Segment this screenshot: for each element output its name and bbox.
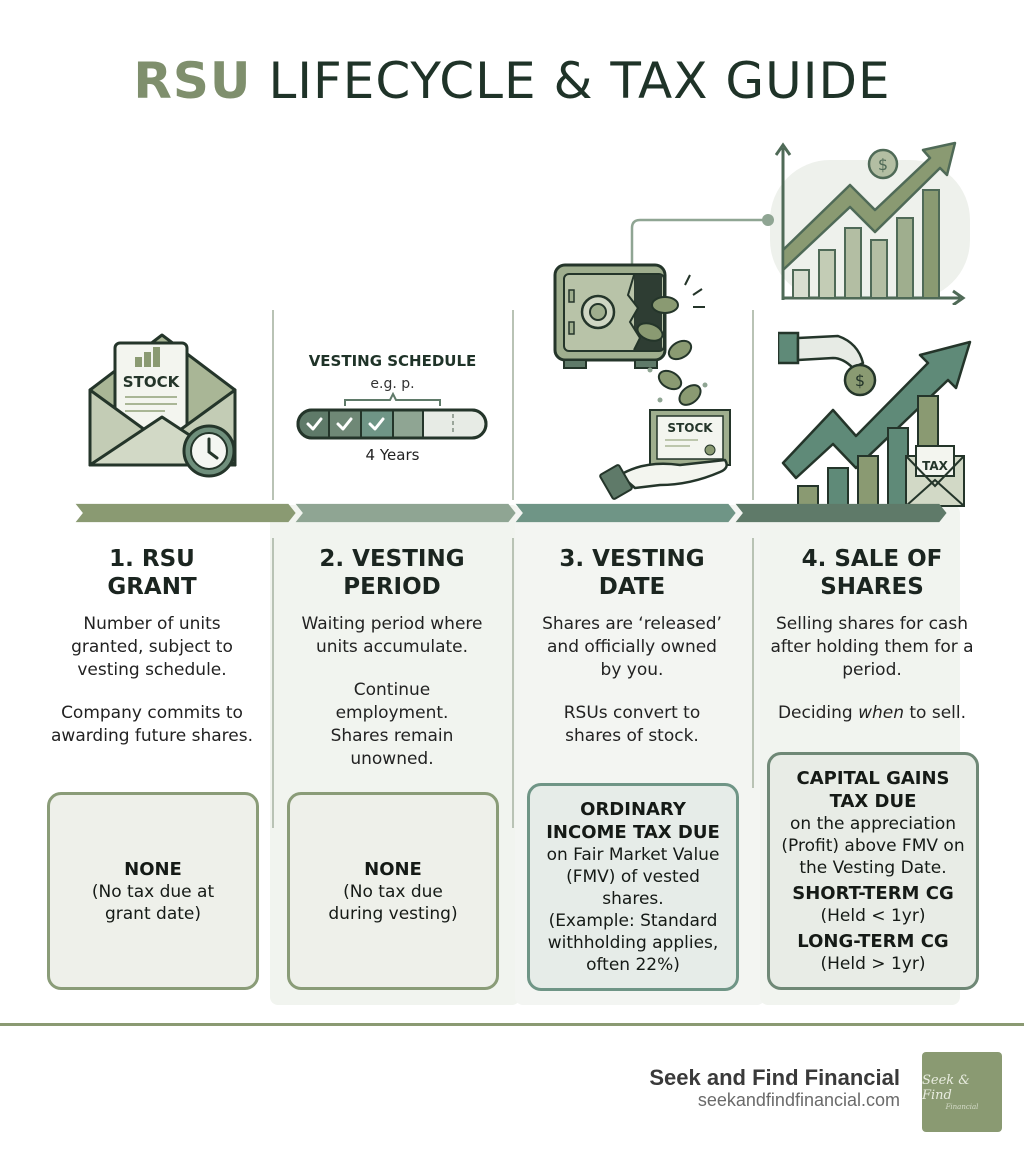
stage-title: 4. SALE OF SHARES	[801, 546, 943, 600]
short-term-detail: (Held < 1yr)	[820, 906, 926, 926]
stage-vesting-period	[272, 545, 512, 791]
stage-sale	[752, 545, 992, 745]
tax-heading: NONE	[364, 858, 422, 880]
rising-bar-chart-dollar-icon	[775, 140, 975, 305]
stage-description: Company commits to awarding future shares.	[51, 703, 253, 746]
safe-coins-certificate-icon	[550, 260, 740, 500]
sale-dollar-symbol: $	[854, 371, 866, 390]
stage-description: Selling shares for cash after holding them for a period.	[770, 614, 974, 680]
tax-box-vesting-date	[527, 783, 739, 991]
page-title	[0, 52, 1024, 110]
tax-detail: (No tax due during vesting)	[328, 881, 458, 924]
brand-logo	[922, 1052, 1002, 1132]
stage-description: Shares are ‘released’ and officially owned by you.	[542, 614, 722, 680]
stage-title: 1. RSU GRANT	[107, 546, 197, 600]
long-term-label: LONG-TERM CG	[797, 931, 949, 952]
tax-box-grant	[47, 792, 259, 990]
timeline-arrow-bar	[32, 503, 992, 523]
tax-heading: CAPITAL GAINS TAX DUE	[796, 768, 950, 812]
tax-box-sale	[767, 752, 979, 990]
certificate-label: STOCK	[667, 421, 713, 435]
title-accent: RSU	[133, 52, 252, 110]
dollar-symbol: $	[877, 155, 889, 174]
stage-grant	[32, 545, 272, 768]
stage-title: 2. VESTING PERIOD	[319, 546, 465, 600]
vesting-schedule-illustration	[295, 352, 490, 482]
title-rest: LIFECYCLE & TAX GUIDE	[251, 52, 891, 110]
stage-description: RSUs convert to shares of stock.	[563, 703, 701, 746]
tax-box-vesting-period	[287, 792, 499, 990]
stage-description: Waiting period where units accumulate.	[301, 614, 483, 657]
envelope-stock-clock-icon	[85, 325, 240, 480]
tax-note: (Example: Standard withholding applies, often 22%)	[547, 911, 719, 975]
stage-description: Number of units granted, subject to vesting schedule.	[71, 614, 233, 680]
tax-detail: on the appreciation (Profit) above FMV on the Vesting Date.	[781, 814, 965, 878]
long-term-detail: (Held > 1yr)	[820, 954, 926, 974]
stage-description: Continue employment. Shares remain unowned.	[330, 680, 454, 769]
short-term-label: SHORT-TERM CG	[792, 883, 954, 904]
tax-envelope-label: TAX	[922, 459, 948, 473]
logo-subtext: Financial	[945, 1103, 979, 1111]
stage-title: 3. VESTING DATE	[559, 546, 705, 600]
column-divider	[272, 310, 274, 500]
tax-heading: NONE	[124, 858, 182, 880]
vesting-schedule-subheading: e.g. p.	[370, 376, 415, 392]
stage-description: Deciding when to sell.	[777, 703, 967, 723]
tax-detail: on Fair Market Value (FMV) of vested shares.	[546, 845, 720, 909]
hand-coin-rising-arrow-tax-icon	[778, 328, 978, 508]
column-divider	[512, 310, 514, 500]
brand-url[interactable]: seekandfindfinancial.com	[697, 1090, 900, 1110]
brand-name: Seek and Find Financial	[649, 1065, 900, 1090]
footer-divider	[0, 1023, 1024, 1026]
column-divider	[752, 310, 754, 500]
vesting-schedule-heading: VESTING SCHEDULE	[308, 352, 477, 370]
vesting-schedule-caption: 4 Years	[365, 446, 420, 464]
logo-text: Seek & Find	[922, 1073, 970, 1103]
stage-vesting-date	[512, 545, 752, 768]
tax-heading: ORDINARY INCOME TAX DUE	[546, 799, 720, 843]
tax-detail: (No tax due at grant date)	[91, 881, 215, 924]
stock-doc-label: STOCK	[122, 373, 180, 391]
